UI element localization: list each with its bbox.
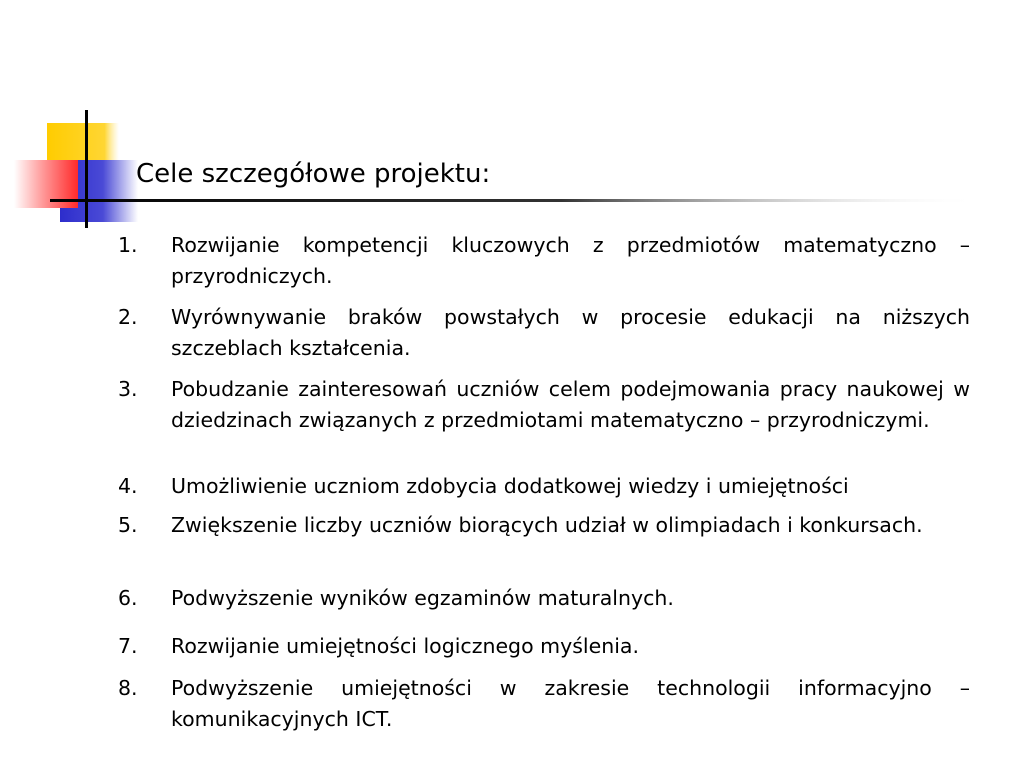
item-number: 7. (118, 634, 138, 658)
item-text: Rozwijanie umiejętności logicznego myślenia. (171, 634, 639, 658)
item-text: Umożliwienie uczniom zdobycia dodatkowej wiedzy i umiejętności (171, 474, 849, 498)
list-item (118, 230, 970, 292)
item-number: 4. (118, 474, 138, 498)
item-text: Rozwijanie kompetencji kluczowych z przedmiotów matematyczno – przyrodniczych. (171, 233, 970, 288)
horizontal-rule (50, 199, 980, 202)
item-text: Wyrównywanie braków powstałych w procesie edukacji na niższych szczeblach kształcenia. (171, 305, 970, 360)
item-number: 2. (118, 305, 138, 329)
list-item (118, 673, 970, 735)
item-text: Zwiększenie liczby uczniów biorących udział w olimpiadach i konkursach. (171, 513, 923, 537)
list-item (118, 583, 970, 614)
item-number: 1. (118, 233, 138, 257)
item-number: 3. (118, 377, 138, 401)
list-item (118, 471, 970, 502)
item-text: Podwyższenie wyników egzaminów maturalnych. (171, 586, 674, 610)
item-number: 5. (118, 513, 138, 537)
item-number: 8. (118, 676, 138, 700)
list-item (118, 302, 970, 364)
list-item (118, 631, 970, 662)
slide-title: Cele szczegółowe projektu: (136, 159, 491, 189)
list-item (118, 510, 970, 541)
vertical-rule (85, 110, 88, 228)
decorative-squares-graphic (0, 0, 1024, 240)
list-item (118, 374, 970, 436)
item-text: Pobudzanie zainteresowań uczniów celem podejmowania pracy naukowej w dziedzinach związanych z przedmiotami matematyczno – przyrodniczymi. (171, 377, 970, 432)
item-text: Podwyższenie umiejętności w zakresie technologii informacyjno – komunikacyjnych ICT. (171, 676, 970, 731)
item-number: 6. (118, 586, 138, 610)
